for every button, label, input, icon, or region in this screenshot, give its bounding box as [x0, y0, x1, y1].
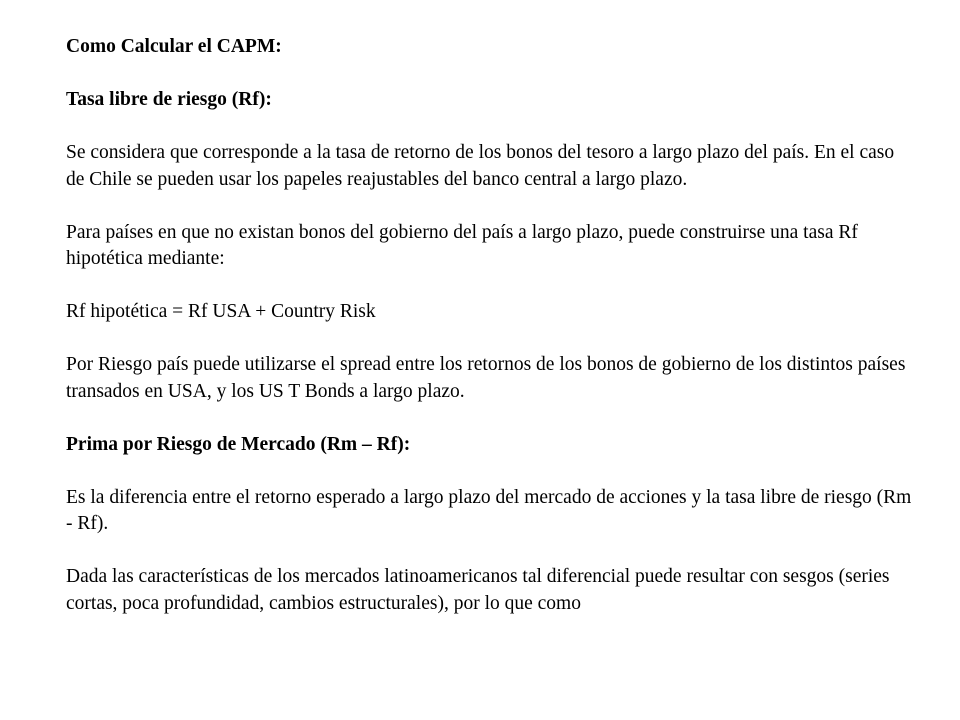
- section-heading-risk-free-rate: Tasa libre de riesgo (Rf):: [66, 89, 272, 110]
- paragraph-market-premium-definition: Es la diferencia entre el retorno esperado a largo plazo del mercado de acciones y la tasa libre de riesgo (Rm - Rf).: [66, 486, 912, 534]
- paragraph-hypothetical-rf: Para países en que no existan bonos del gobierno del país a largo plazo, puede construirse una tasa Rf hipotética mediante:: [66, 221, 858, 269]
- section-heading-market-risk-premium: Prima por Riesgo de Mercado (Rm – Rf):: [66, 433, 411, 455]
- paragraph-risk-free-definition: Se considera que corresponde a la tasa de retorno de los bonos del tesoro a largo plazo del país. En el caso de Chile se pueden usar los papeles reajustables del banco central a largo plazo.: [66, 142, 895, 190]
- paragraph-country-risk: Por Riesgo país puede utilizarse el spread entre los retornos de los bonos de gobierno de los distintos países transados en USA, y los US T Bonds a largo plazo.: [66, 354, 906, 402]
- document-title: Como Calcular el CAPM:: [66, 36, 282, 57]
- document-body: [66, 34, 916, 644]
- formula-hypothetical-rf: Rf hipotética = Rf USA + Country Risk: [66, 301, 376, 322]
- paragraph-latin-american-markets: Dada las características de los mercados latinoamericanos tal diferencial puede resultar con sesgos (series cortas, poca profundidad, cambios estructurales), por lo que como: [66, 566, 890, 614]
